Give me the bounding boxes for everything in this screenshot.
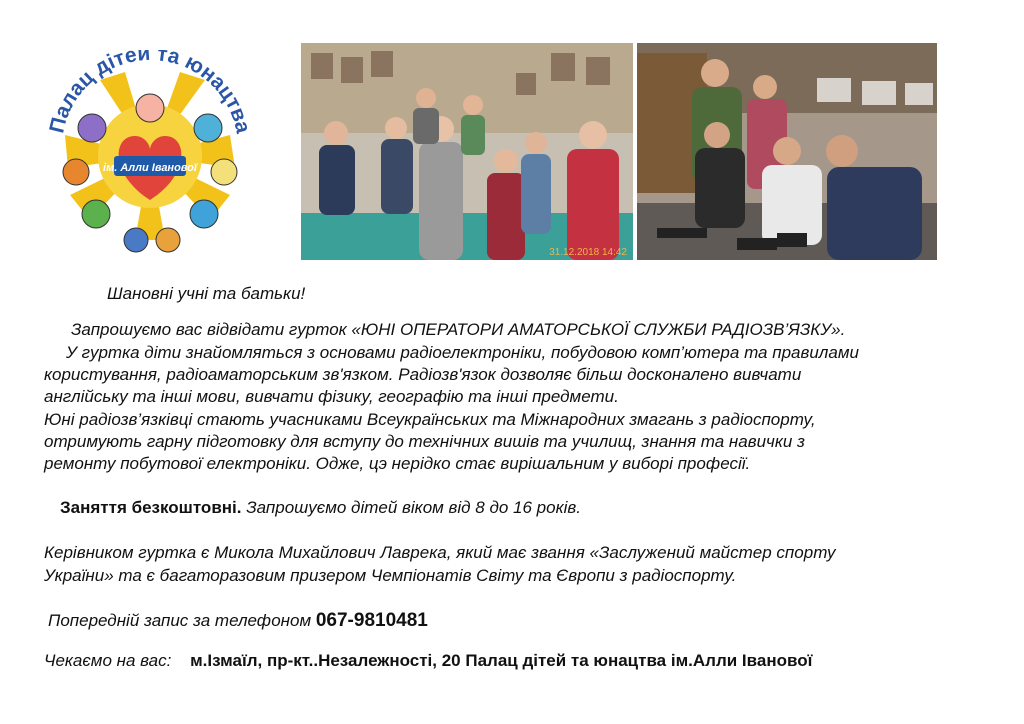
workshop-photo bbox=[637, 43, 937, 260]
invitation-line-1: Запрошуємо вас відвідати гурток «ЮНІ ОПЕРАТОРИ АМАТОРСЬКОЇ СЛУЖБИ РАДІОЗВ’ЯЗКУ». bbox=[71, 320, 846, 339]
greeting: Шановні учні та батьки! bbox=[107, 284, 306, 303]
palace-logo bbox=[40, 50, 260, 262]
phone-line bbox=[48, 610, 428, 632]
address-value: м.Ізмаїл, пр-кт..Незалежності, 20 Палац дітей та юнацтва ім.Алли Іванової bbox=[190, 651, 813, 670]
description-line-2: користування, радіоаматорським зв'язком. Радіозв'язок дозволяє більш досконалено вивчати bbox=[44, 365, 802, 384]
logo-ribbon-text: ім. Алли Іванової bbox=[103, 162, 197, 174]
phone-number: 067-9810481 bbox=[315, 610, 428, 631]
description-line-4: Юні радіозв’язківці стають учасниками Всеукраїнських та Міжнародних змагань з радіоспорту, bbox=[44, 410, 816, 429]
description-line-3: англійську та інші мови, вивчати фізику, географію та інші предмети. bbox=[44, 387, 619, 406]
leader-line-2: України» та є багаторазовим призером Чемпіонатів Світу та Європи з радіоспорту. bbox=[44, 566, 737, 585]
description-line-6: ремонту побутової електроніки. Одже, цэ нерідко стає вирішальним у виборі професії. bbox=[44, 454, 751, 473]
address-line bbox=[44, 650, 812, 672]
leader-line-1: Керівником гуртка є Микола Михайлович Лаврека, який має звання «Заслужений майстер спорту bbox=[44, 543, 836, 562]
description-line-5: отримують гарну підготовку для вступу до технічних вишів та училищ, знання та навички з bbox=[44, 432, 805, 451]
photo-timestamp: 31.12.2018 14:42 bbox=[549, 247, 627, 258]
age-range-text: Запрошуємо дітей віком від 8 до 16 років. bbox=[246, 498, 581, 517]
description-line-1: У гуртка діти знайомляться з основами радіоелектроніки, побудовою комп’ютера та правилами bbox=[66, 343, 859, 362]
group-photo bbox=[301, 43, 633, 260]
free-classes-bold: Заняття безкоштовні. bbox=[60, 498, 242, 517]
phone-label: Попередній запис за телефоном bbox=[48, 611, 312, 630]
address-label: Чекаємо на вас: bbox=[44, 651, 172, 670]
free-classes-line bbox=[60, 497, 581, 519]
logo-arc-text: Палац дітей та юнацтва bbox=[45, 50, 255, 136]
